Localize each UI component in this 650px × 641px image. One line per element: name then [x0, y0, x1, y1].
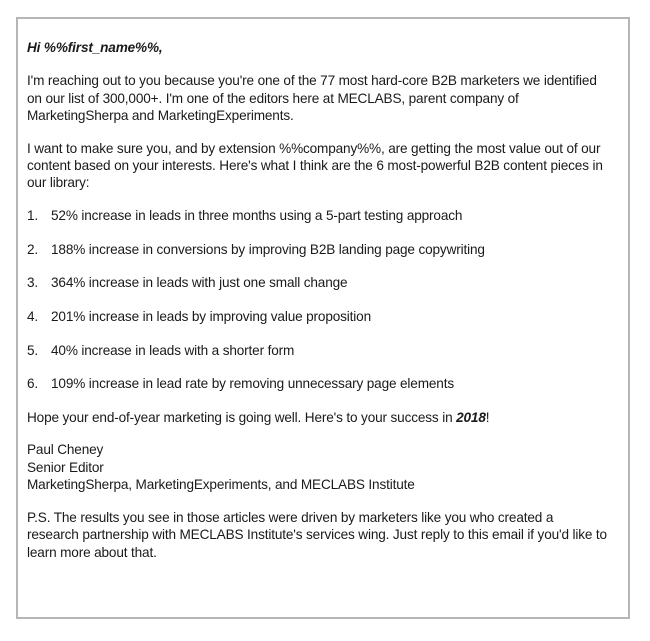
list-item	[27, 308, 607, 325]
list-item	[27, 342, 607, 359]
closing-year: 2018	[456, 410, 486, 426]
list-item	[27, 241, 607, 258]
list-item-text: 40% increase in leads with a shorter form	[51, 342, 295, 358]
closing-punctuation: !	[485, 410, 490, 426]
list-item-text: 364% increase in leads with just one small change	[51, 275, 348, 291]
postscript-paragraph: P.S. The results you see in those articles were driven by marketers like you who created a research partnership with MECLABS Institute's services wing. Just reply to this email if you'd like to learn more about that.	[27, 509, 607, 560]
signature-block	[27, 441, 607, 493]
list-item-number: 4.	[27, 308, 39, 324]
list-item-text: 201% increase in leads by improving value proposition	[51, 308, 371, 324]
list-item	[27, 375, 607, 392]
list-item-number: 2.	[27, 241, 39, 257]
list-item-number: 5.	[27, 342, 39, 358]
list-item-number: 3.	[27, 275, 39, 291]
signature-organization: MarketingSherpa, MarketingExperiments, and MECLABS Institute	[27, 477, 415, 493]
list-item-text: 188% increase in conversions by improving B2B landing page copywriting	[51, 241, 485, 257]
list-item	[27, 274, 607, 291]
list-item-number: 6.	[27, 376, 39, 392]
greeting: Hi %%first_name%%,	[27, 40, 163, 55]
results-list	[27, 207, 607, 393]
list-item-text: 52% increase in leads in three months using a 5-part testing approach	[51, 207, 463, 223]
email-body	[27, 39, 607, 576]
list-item-text: 109% increase in lead rate by removing unnecessary page elements	[51, 376, 454, 392]
signature-title: Senior Editor	[27, 459, 104, 475]
list-item	[27, 207, 607, 224]
purpose-paragraph: I want to make sure you, and by extension %%company%%, are getting the most value out of our content based on your interests. Here's what I think are the 6 most-powerful B2B content pieces in our library:	[27, 140, 603, 191]
closing-text: Hope your end-of-year marketing is going well. Here's to your success in	[27, 410, 457, 426]
list-item-number: 1.	[27, 207, 39, 223]
intro-paragraph: I'm reaching out to you because you're one of the 77 most hard-core B2B marketers we identified on our list of 300,000+. I'm one of the editors here at MECLABS, parent company of MarketingSherpa and MarketingExperiments.	[27, 73, 597, 124]
closing-paragraph	[27, 409, 607, 426]
signature-name: Paul Cheney	[27, 442, 104, 458]
